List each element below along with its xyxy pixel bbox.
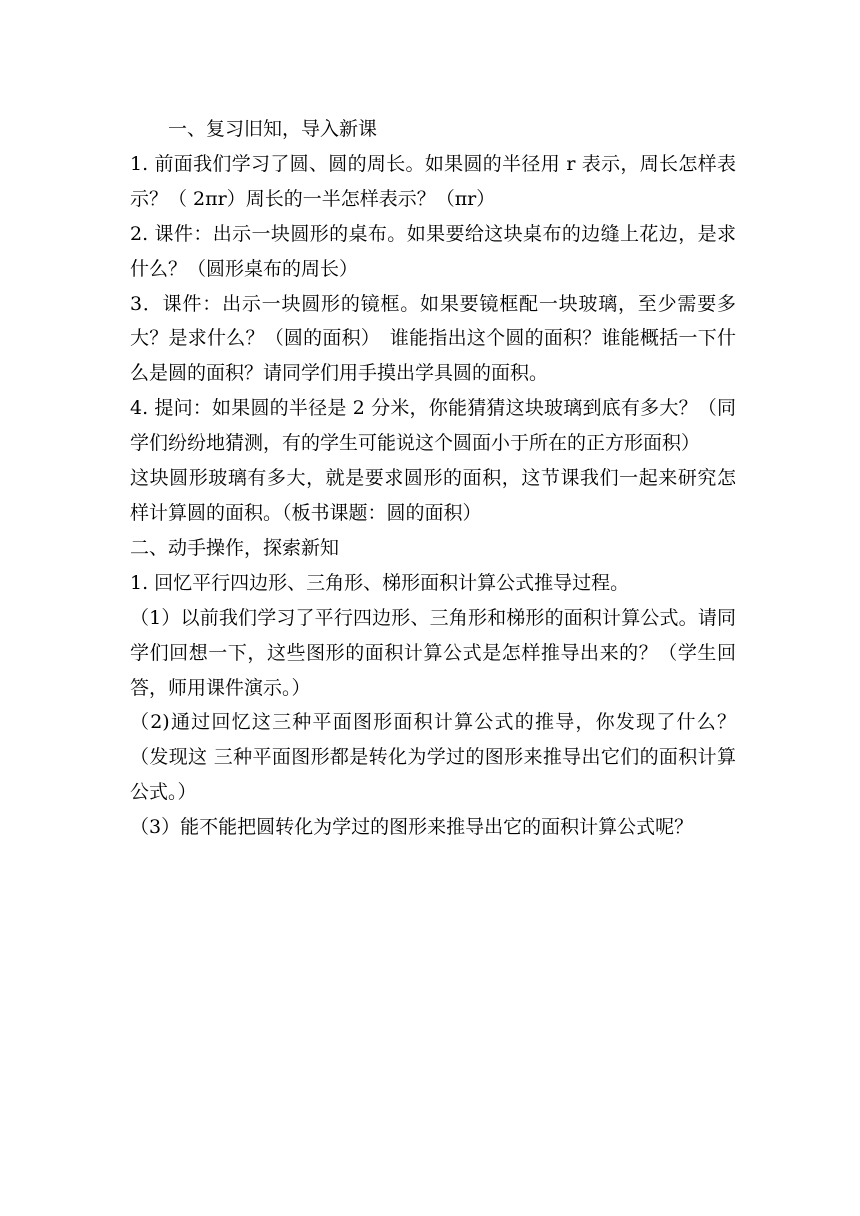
paragraph-step-1: （1）以前我们学习了平行四边形、三角形和梯形的面积计算公式。请同学们回想一下，这些图形的面积计算公式是怎样推导出来的？（学生回答，师用课件演示。）	[130, 606, 736, 699]
paragraph-step-2: （2)通过回忆这三种平面图形面积计算公式的推导，你发现了什么？（发现这 三种平面图形都是转化为学过的图形来推导出它们的面积计算公式。）	[130, 711, 736, 804]
section-heading-review: 一、复习旧知，导入新课	[168, 118, 378, 140]
paragraph-step-3: （3）能不能把圆转化为学过的图形来推导出它的面积计算公式呢？	[130, 816, 694, 839]
paragraph-tablecloth: 2. 课件：出示一块圆形的桌布。如果要给这块桌布的边缝上花边，是求什么？（圆形桌布的周长）	[130, 222, 736, 280]
lesson-text	[130, 112, 736, 845]
paragraph-mirror-frame: 3．课件：出示一块圆形的镜框。如果要镜框配一块玻璃，至少需要多大？是求什么？（圆的面积） 谁能指出这个圆的面积？谁能概括一下什么是圆的面积？请同学们用手摸出学具圆的面积。	[130, 292, 736, 385]
section-heading-explore: 二、动手操作，探索新知	[130, 536, 340, 559]
paragraph-guess-area: 4. 提问：如果圆的半径是 2 分米，你能猜猜这块玻璃到底有多大？（同学们纷纷地猜测，有的学生可能说这个圆面小于所在的正方形面积）	[130, 397, 736, 455]
paragraph-recall-formulas: 1. 回忆平行四边形、三角形、梯形面积计算公式推导过程。	[130, 571, 630, 594]
paragraph-lesson-topic: 这块圆形玻璃有多大，就是要求圆形的面积，这节课我们一起来研究怎样计算圆的面积。（板书课题：圆的面积）	[130, 467, 736, 524]
paragraph-circumference-question: 1. 前面我们学习了圆、圆的周长。如果圆的半径用 r 表示，周长怎样表示？（ 2πr）周长的一半怎样表示？（πr）	[130, 152, 736, 210]
